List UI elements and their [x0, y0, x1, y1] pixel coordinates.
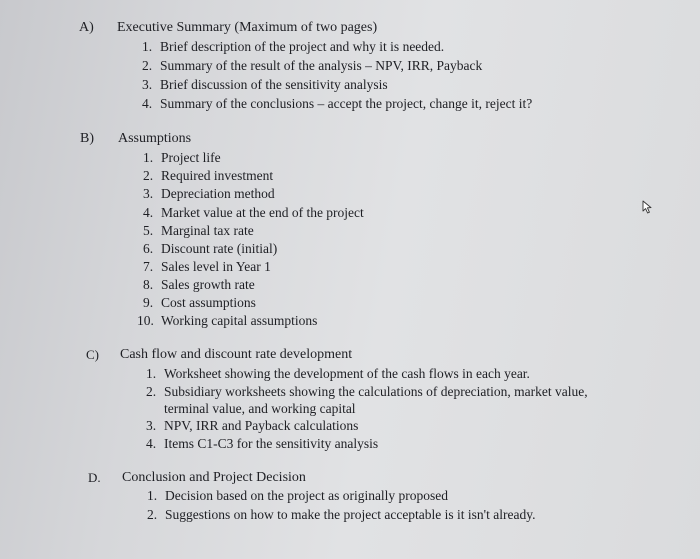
item-text: Depreciation method — [161, 186, 275, 201]
item-number: 7. — [143, 259, 154, 274]
section-b-item-1 — [143, 150, 221, 166]
item-text: Brief description of the project and why it is needed. — [160, 39, 445, 54]
section-b-item-10 — [137, 313, 317, 329]
section-b-letter: B) — [80, 131, 94, 146]
section-c-item-2-continued — [164, 401, 356, 417]
item-text: Market value at the end of the project — [161, 205, 364, 220]
section-b-item-9 — [143, 295, 256, 311]
section-a-item-1 — [142, 39, 444, 55]
item-number: 5. — [143, 223, 154, 238]
item-text: Summary of the result of the analysis – NPV, IRR, Payback — [160, 58, 483, 73]
item-text: NPV, IRR and Payback calculations — [164, 418, 359, 433]
item-text: Project life — [161, 150, 221, 165]
item-number: 1. — [143, 150, 154, 165]
section-c-letter: C) — [86, 347, 99, 362]
section-c-item-1 — [146, 366, 530, 382]
item-number: 1. — [146, 366, 157, 381]
item-text: Discount rate (initial) — [161, 241, 278, 256]
section-a-letter: A) — [79, 20, 94, 35]
item-number: 3. — [142, 77, 153, 92]
item-text: terminal value, and working capital — [164, 401, 356, 416]
item-number: 8. — [143, 277, 154, 292]
section-a-item-2 — [142, 58, 482, 74]
item-number: 4. — [146, 436, 157, 451]
item-text: Suggestions on how to make the project acceptable is it isn't already. — [165, 507, 536, 522]
section-b-item-4 — [143, 205, 364, 221]
item-text: Cost assumptions — [161, 295, 256, 310]
item-number: 6. — [143, 241, 154, 256]
section-a-item-4 — [142, 96, 532, 112]
section-a-title: Executive Summary (Maximum of two pages) — [117, 20, 378, 35]
item-text: Items C1-C3 for the sensitivity analysis — [164, 436, 379, 451]
section-d-letter: D. — [88, 470, 101, 485]
item-text: Subsidiary worksheets showing the calculations of depreciation, market value, — [164, 384, 588, 399]
item-number: 1. — [147, 488, 158, 503]
item-number: 9. — [143, 295, 154, 310]
section-a-item-3 — [142, 77, 388, 93]
section-b-title: Assumptions — [118, 131, 192, 146]
item-number: 4. — [142, 96, 153, 111]
section-b-item-6 — [143, 241, 277, 257]
item-number: 2. — [147, 507, 158, 522]
section-d-title: Conclusion and Project Decision — [122, 470, 306, 485]
item-number: 10. — [137, 313, 154, 328]
section-d-item-1 — [147, 488, 448, 504]
item-text: Decision based on the project as originally proposed — [165, 488, 449, 503]
section-c-item-4 — [146, 436, 378, 452]
section-c-item-2 — [146, 384, 588, 400]
item-number: 3. — [143, 186, 154, 201]
item-text: Summary of the conclusions – accept the project, change it, reject it? — [160, 96, 533, 111]
section-b-item-8 — [143, 277, 255, 293]
section-c-title: Cash flow and discount rate development — [120, 347, 353, 362]
item-number: 2. — [146, 384, 157, 399]
item-text: Sales growth rate — [161, 277, 255, 292]
item-text: Brief discussion of the sensitivity analysis — [160, 77, 388, 92]
section-b-item-5 — [143, 223, 254, 239]
section-c-item-3 — [146, 418, 358, 434]
item-text: Worksheet showing the development of the cash flows in each year. — [164, 366, 530, 381]
item-number: 1. — [142, 39, 153, 54]
item-number: 2. — [142, 58, 153, 73]
item-text: Working capital assumptions — [161, 313, 318, 328]
item-text: Sales level in Year 1 — [161, 259, 271, 274]
section-b-item-3 — [143, 186, 275, 202]
item-text: Marginal tax rate — [161, 223, 254, 238]
item-text: Required investment — [161, 168, 274, 183]
item-number: 2. — [143, 168, 154, 183]
mouse-pointer-icon — [642, 200, 654, 214]
section-b-item-2 — [143, 168, 273, 184]
section-d-item-2 — [147, 507, 535, 523]
item-number: 3. — [146, 418, 157, 433]
item-number: 4. — [143, 205, 154, 220]
section-b-item-7 — [143, 259, 271, 275]
